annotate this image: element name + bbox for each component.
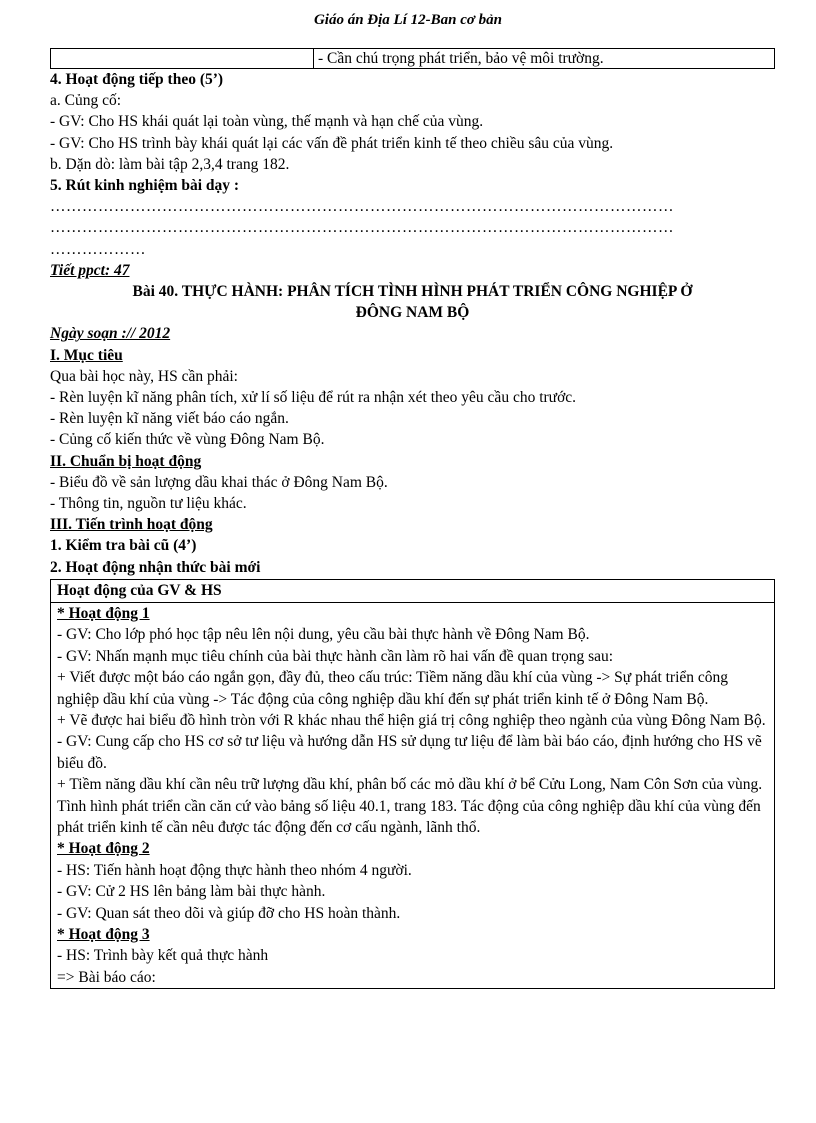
section-4-title: 4. Hoạt động tiếp theo (5’) bbox=[50, 71, 224, 88]
process-title: III. Tiến trình hoạt động bbox=[50, 516, 213, 534]
activity-line: - GV: Nhấn mạnh mục tiêu chính của bài thực hành cần làm rõ hai vấn đề quan trọng sau: bbox=[57, 647, 614, 665]
dotted-line: ……………… bbox=[50, 240, 146, 258]
lesson-title-line-1: Bài 40. THỰC HÀNH: PHÂN TÍCH TÌNH HÌNH PHÁT TRIỂN CÔNG NGHIỆP Ở bbox=[132, 283, 693, 301]
activity-line: - GV: Cung cấp cho HS cơ sở tư liệu và hướng dẫn HS sử dụng tư liệu để làm bài báo cáo, định hướng cho HS vẽ biểu đồ. bbox=[57, 733, 762, 772]
objectives-intro: Qua bài học này, HS cần phải: bbox=[50, 367, 238, 385]
activity-line: - HS: Trình bày kết quả thực hành bbox=[57, 947, 269, 965]
activity-table bbox=[50, 579, 775, 989]
document-body bbox=[50, 48, 775, 989]
activity-line: + Vẽ được hai biểu đồ hình tròn với R khác nhau thể hiện giá trị công nghiệp theo ngành của vùng Đông Nam Bộ. bbox=[57, 711, 766, 729]
dotted-line: ……………………………………………………………………………………………………… bbox=[50, 219, 674, 237]
activity-line: - GV: Cho lớp phó học tập nêu lên nội dung, yêu cầu bài thực hành về Đông Nam Bộ. bbox=[57, 626, 590, 644]
lesson-date: Ngày soạn :// 2012 bbox=[50, 325, 171, 343]
section-4a-item: - GV: Cho HS trình bày khái quát lại các vấn đề phát triển kinh tế theo chiều sâu của vùng. bbox=[50, 134, 614, 152]
lesson-period: Tiết ppct: 47 bbox=[50, 261, 130, 279]
process-step-2: 2. Hoạt động nhận thức bài mới bbox=[50, 558, 261, 576]
activity-line: - GV: Cử 2 HS lên bảng làm bài thực hành. bbox=[57, 883, 326, 901]
activity-table-header: Hoạt động của GV & HS bbox=[51, 580, 774, 603]
activity-1-title: * Hoạt động 1 bbox=[57, 604, 150, 622]
preparation-title: II. Chuẩn bị hoạt động bbox=[50, 452, 202, 470]
objective-item: - Củng cố kiến thức về vùng Đông Nam Bộ. bbox=[50, 431, 325, 449]
activity-line: - GV: Quan sát theo dõi và giúp đỡ cho HS hoàn thành. bbox=[57, 904, 401, 922]
activity-line: + Tiềm năng dầu khí cần nêu trữ lượng dầu khí, phân bố các mỏ dầu khí ở bể Cửu Long, Nam Côn Sơn của vùng. Tình hình phát triển cần căn cứ vào bảng số liệu 40.1, trang 183. Tác động của công nghiệp dầu khí của vùng đến phát triển kinh tế cần nêu được tác động đến cơ cấu ngành, lãnh thổ. bbox=[57, 776, 763, 836]
section-4a-item: - GV: Cho HS khái quát lại toàn vùng, thế mạnh và hạn chế của vùng. bbox=[50, 113, 484, 131]
table-cell-right: - Cần chú trọng phát triển, bảo vệ môi trường. bbox=[314, 49, 775, 69]
continued-table bbox=[50, 48, 775, 69]
objectives-title: I. Mục tiêu bbox=[50, 346, 123, 364]
activity-3-title: * Hoạt động 3 bbox=[57, 925, 150, 943]
activity-line: => Bài báo cáo: bbox=[57, 968, 156, 986]
preparation-item: - Biểu đồ về sản lượng dầu khai thác ở Đông Nam Bộ. bbox=[50, 473, 388, 491]
section-4a-label: a. Củng cố: bbox=[50, 92, 122, 110]
lesson-title-line-2: ĐÔNG NAM BỘ bbox=[355, 304, 470, 322]
table-cell-left bbox=[51, 49, 314, 69]
preparation-item: - Thông tin, nguồn tư liệu khác. bbox=[50, 495, 247, 513]
objective-item: - Rèn luyện kĩ năng phân tích, xử lí số liệu để rút ra nhận xét theo yêu cầu cho trước. bbox=[50, 389, 577, 407]
process-step-1: 1. Kiểm tra bài cũ (4’) bbox=[50, 537, 197, 555]
activity-2-title: * Hoạt động 2 bbox=[57, 840, 150, 858]
activity-table-body bbox=[51, 603, 774, 988]
section-5-title: 5. Rút kinh nghiệm bài dạy : bbox=[50, 177, 240, 195]
section-4b: b. Dặn dò: làm bài tập 2,3,4 trang 182. bbox=[50, 155, 290, 173]
page-header: Giáo án Địa Lí 12-Ban cơ bản bbox=[313, 12, 503, 28]
activity-line: + Viết được một báo cáo ngắn gọn, đầy đủ, theo cấu trúc: Tiềm năng dầu khí của vùng -> Sự phát triển công nghiệp dầu khí của vùng -> Tác động của công nghiệp dầu khí đến sự phát triển kinh tế ở Đông Nam Bộ. bbox=[57, 669, 729, 708]
objective-item: - Rèn luyện kĩ năng viết báo cáo ngắn. bbox=[50, 410, 289, 428]
dotted-line: ……………………………………………………………………………………………………… bbox=[50, 198, 674, 216]
activity-line: - HS: Tiến hành hoạt động thực hành theo nhóm 4 người. bbox=[57, 861, 412, 879]
